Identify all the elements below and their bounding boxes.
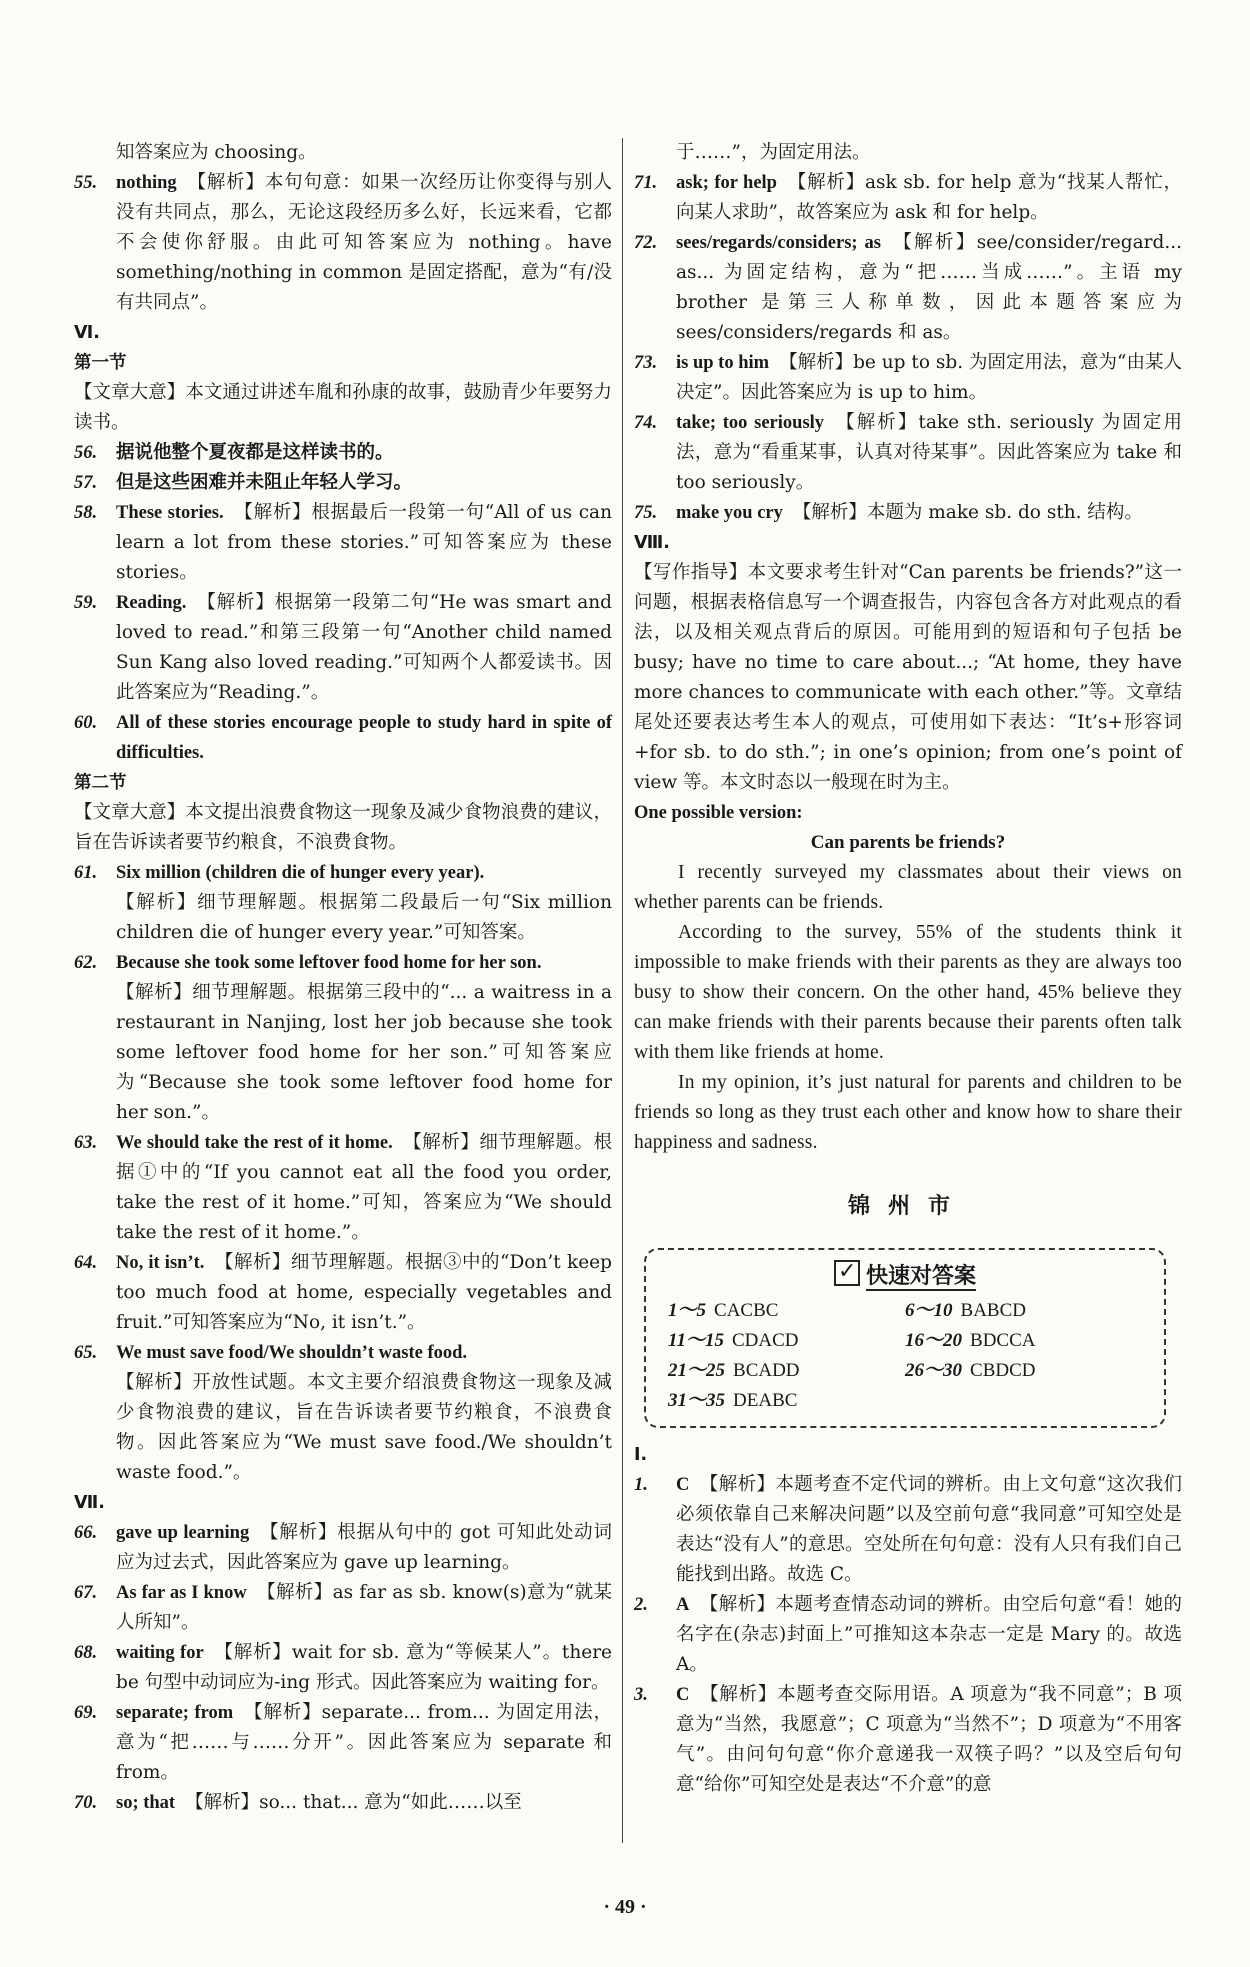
answer-key-box [644, 1248, 1166, 1428]
item-explanation: 【解析】be up to sb. 为固定用法，意为“由某人决定”。因此答案应为 is up to him。 [676, 352, 1182, 403]
item-number: 70. [74, 1793, 98, 1813]
item-number: 1. [634, 1475, 648, 1495]
answer-range: 16～20 [905, 1330, 963, 1351]
section-heading: Ⅷ. [634, 533, 670, 553]
item-answer: sees/regards/considers; as [676, 233, 881, 253]
answer-key-rows [668, 1296, 1142, 1416]
item-number: 68. [74, 1643, 98, 1663]
item-number: 65. [74, 1343, 98, 1363]
item-answer: Reading. [116, 593, 187, 613]
item-number: 3. [634, 1685, 648, 1705]
item-number: 55. [74, 173, 98, 193]
item-explanation: 【解析】本题考查不定代词的辨析。由上文句意“这次我们必须依靠自己来解决问题”以及空前句意“我同意”可知空处是表达“没有人”的意思。空处所在句句意：没有人只有我们自己能找到出路。故选 C。 [676, 1474, 1182, 1585]
item-explanation: 【解析】本题考查交际用语。A 项意为“我不同意”；B 项意为“当然，我愿意”；C 项意为“当然不”；D 项意为“不用客气”。由问句句意“你介意递我一双筷子吗？”以及空后句句意“给你”可知空处是表达“不介意”的意 [676, 1684, 1182, 1795]
item-answer: C [676, 1475, 690, 1495]
item-number: 63. [74, 1133, 98, 1153]
answer-key-row [668, 1356, 1142, 1386]
item-answer: 据说他整个夏夜都是这样读书的。 [116, 443, 394, 463]
answer-key-cell [668, 1326, 905, 1356]
item-explanation: 【解析】本句句意：如果一次经历让你变得与别人没有共同点，那么，无论这段经历多么好，长远来看，它都不会使你舒服。由此可知答案应为 nothing。have something/nothing in common 是固定搭配，意为“有/没有共同点”。 [116, 172, 612, 313]
item-answer: waiting for [116, 1643, 204, 1663]
paragraph: 【解析】开放性试题。本文主要介绍浪费食物这一现象及减少食物浪费的建议，旨在告诉读者要节约粮食，不浪费食物。因此答案应为“We must save food./We shouldn’t waste food.”。 [116, 1372, 612, 1483]
answer-key-row [668, 1326, 1142, 1356]
item-number: 58. [74, 503, 98, 523]
answer-item [74, 1128, 612, 1248]
answer-item [74, 168, 612, 318]
answer-item [74, 468, 612, 498]
item-number: 61. [74, 863, 98, 883]
item-answer: 但是这些困难并未阻止年轻人学习。 [116, 473, 413, 493]
answer-item [74, 438, 612, 468]
answer-item [634, 408, 1182, 498]
answer-range: 1～5 [668, 1300, 707, 1321]
answer-item [74, 948, 612, 978]
item-explanation: 【解析】细节理解题。根据①中的“If you cannot eat all the food you order, take the rest of it home.”可知，答案应为“We should take the rest of it home.”。 [116, 1132, 612, 1243]
answer-item [634, 1470, 1182, 1590]
answer-item [74, 1698, 612, 1788]
answer-item [74, 498, 612, 588]
essay-label: One possible version: [634, 803, 803, 823]
answer-item [634, 348, 1182, 408]
answer-item [74, 1518, 612, 1578]
answer-range: 21～25 [668, 1360, 726, 1381]
page-number: · 49 · [603, 1896, 647, 1918]
essay-title: Can parents be friends? [810, 832, 1006, 853]
paragraph: 【文章大意】本文通过讲述车胤和孙康的故事，鼓励青少年要努力读书。 [74, 382, 612, 433]
answer-item [634, 1590, 1182, 1680]
item-number: 73. [634, 353, 658, 373]
item-explanation: 【解析】根据从句中的 got 可知此处动词应为过去式，因此答案应为 gave up learning。 [116, 1522, 612, 1573]
right-top-section [634, 138, 1182, 798]
answer-item [74, 1788, 612, 1818]
answer-item [634, 168, 1182, 228]
paragraph: 【解析】细节理解题。根据第二段最后一句“Six million children die of hunger every year.”可知答案。 [116, 892, 612, 943]
item-answer: We must save food/We shouldn’t waste food. [116, 1343, 468, 1363]
answer-range: 11～15 [668, 1330, 724, 1351]
item-explanation: 【解析】as far as sb. know(s)意为“就某人所知”。 [116, 1582, 612, 1633]
city-heading: 锦州市 [847, 1194, 968, 1219]
answer-item [74, 708, 612, 768]
answer-range: 26～30 [905, 1360, 963, 1381]
item-answer: A [676, 1595, 690, 1615]
answer-key-cell [905, 1326, 1142, 1356]
item-answer: All of these stories encourage people to study hard in spite of difficulties. [116, 713, 612, 763]
item-explanation: 【解析】根据第一段第二句“He was smart and loved to read.”和第三段第一句“Another child named Sun Kang also loved reading.”可知两个人都爱读书。因此答案应为“Reading.”。 [116, 592, 612, 703]
answer-range: 31～35 [668, 1390, 726, 1411]
answer-key-row [668, 1386, 1142, 1416]
item-number: 72. [634, 233, 658, 253]
item-explanation: 【解析】细节理解题。根据③中的“Don’t keep too much food at home, especially vegetables and fruit.”可知答案应为“No, it isn’t.”。 [116, 1252, 612, 1333]
item-number: 71. [634, 173, 658, 193]
answer-key-cell [668, 1296, 905, 1326]
answer-key-cell [905, 1296, 1142, 1326]
answer-item [634, 498, 1182, 528]
item-explanation: 【解析】see/consider/regard... as... 为固定结构，意为“把……当成……”。主语 my brother 是第三人称单数，因此本题答案应为 sees/considers/regards 和 as。 [676, 232, 1182, 343]
answer-item [74, 1248, 612, 1338]
item-answer: nothing [116, 173, 177, 193]
item-number: 75. [634, 503, 658, 523]
answer-item [74, 1578, 612, 1638]
answer-letters: CBDCD [970, 1360, 1036, 1381]
answer-key-row [668, 1296, 1142, 1326]
right-bottom-section [634, 1440, 1182, 1800]
item-answer: is up to him [676, 353, 770, 373]
answer-letters: DEABC [733, 1390, 798, 1411]
item-explanation: 【解析】take sth. seriously 为固定用法，意为“看重某事，认真对待某事”。因此答案应为 take 和 too seriously。 [676, 412, 1182, 493]
item-explanation: 【解析】ask sb. for help 意为“找某人帮忙，向某人求助”，故答案应为 ask 和 for help。 [676, 172, 1182, 223]
item-number: 67. [74, 1583, 98, 1603]
answer-item [74, 1338, 612, 1368]
paragraph: 【文章大意】本文提出浪费食物这一现象及减少食物浪费的建议，旨在告诉读者要节约粮食，不浪费食物。 [74, 802, 612, 853]
item-explanation: 【解析】wait for sb. 意为“等候某人”。there be 句型中动词应为-ing 形式。因此答案应为 waiting for。 [116, 1642, 612, 1693]
subsection-heading: 第二节 [74, 773, 127, 793]
answer-item [634, 1680, 1182, 1800]
paragraph: 【写作指导】本文要求考生针对“Can parents be friends?”这一问题，根据表格信息写一个调查报告，内容包含各方对此观点的看法，以及相关观点背后的原因。可能用到的短语和句子包括 be busy; have no time to care about...; “At home, they have more chances to communicate with each other.”等。文章结尾处还要表达考生本人的观点，可使用如下表达：“It’s+形容词+for sb. to do sth.”; in one’s opinion; from one’s point of view 等。本文时态以一般现在时为主。 [634, 562, 1182, 793]
item-answer: As far as I know [116, 1583, 247, 1603]
section-heading: Ⅰ. [634, 1445, 648, 1465]
item-answer: so; that [116, 1793, 176, 1813]
answer-letters: CDACD [731, 1330, 799, 1351]
essay-body [634, 858, 1182, 1158]
paragraph: 【解析】细节理解题。根据第三段中的“... a waitress in a restaurant in Nanjing, lost her job because she took some leftover food home for her son.”可知答案应为“Because she took some leftover food home for her son.”。 [116, 982, 612, 1123]
checkbox-icon [834, 1260, 860, 1286]
item-answer: We should take the rest of it home. [116, 1133, 393, 1153]
item-explanation: 【解析】so... that... 意为“如此……以至 [185, 1792, 522, 1813]
answer-item [634, 228, 1182, 348]
answer-item [74, 858, 612, 888]
item-answer: C [676, 1685, 690, 1705]
answer-range: 6～10 [905, 1300, 953, 1321]
section-heading: Ⅶ. [74, 1493, 105, 1513]
right-column [634, 138, 1182, 1800]
item-answer: separate; from [116, 1703, 234, 1723]
item-answer: take; too seriously [676, 413, 825, 433]
paragraph: 于……”，为固定用法。 [676, 142, 871, 163]
item-number: 62. [74, 953, 98, 973]
item-answer: ask; for help [676, 173, 777, 193]
answer-letters: BABCD [960, 1300, 1026, 1321]
item-number: 59. [74, 593, 98, 613]
item-answer: Six million (children die of hunger every year). [116, 863, 485, 883]
item-explanation: 【解析】本题为 make sb. do sth. 结构。 [792, 502, 1143, 523]
item-answer: These stories. [116, 503, 224, 523]
answer-item [74, 1638, 612, 1698]
item-answer: gave up learning [116, 1523, 250, 1543]
essay-paragraph: In my opinion, it’s just natural for parents and children to be friends so long as they trust each other and know how to share their happiness and sadness. [634, 1072, 1182, 1153]
item-number: 2. [634, 1595, 648, 1615]
answer-item [74, 588, 612, 708]
essay-paragraph: I recently surveyed my classmates about their views on whether parents can be friends. [634, 862, 1182, 913]
paragraph: 知答案应为 choosing。 [116, 142, 317, 163]
item-answer: No, it isn’t. [116, 1253, 205, 1273]
answer-key-cell [668, 1386, 905, 1416]
item-answer: make you cry [676, 503, 783, 523]
item-explanation: 【解析】本题考查情态动词的辨析。由空后句意“看！她的名字在(杂志)封面上”可推知这本杂志一定是 Mary 的。故选 A。 [676, 1594, 1182, 1675]
item-number: 57. [74, 473, 98, 493]
answer-key-title: ✓快速对答案 [668, 1258, 1142, 1296]
item-number: 60. [74, 713, 98, 733]
item-number: 56. [74, 443, 98, 463]
item-number: 69. [74, 1703, 98, 1723]
item-number: 74. [634, 413, 658, 433]
answer-letters: BCADD [733, 1360, 800, 1381]
answer-key-cell [668, 1356, 905, 1386]
essay-paragraph: According to the survey, 55% of the students think it impossible to make friends with their parents as they are always too busy to show their concern. On the other hand, 45% believe they can make friends with their parents because their parents often talk with them like friends at home. [634, 922, 1182, 1063]
item-explanation: 【解析】根据最后一段第一句“All of us can learn a lot from these stories.”可知答案应为 these stories。 [116, 502, 613, 583]
section-heading: Ⅵ. [74, 323, 100, 343]
answer-letters: BDCCA [970, 1330, 1036, 1351]
item-explanation: 【解析】separate... from... 为固定用法，意为“把……与……分开”。因此答案应为 separate 和 from。 [116, 1702, 612, 1783]
answer-key-cell [905, 1356, 1142, 1386]
subsection-heading: 第一节 [74, 353, 127, 373]
item-number: 66. [74, 1523, 98, 1543]
left-column [74, 138, 612, 1818]
item-answer: Because she took some leftover food home for her son. [116, 953, 542, 973]
column-divider [622, 138, 623, 1843]
answer-letters: CACBC [714, 1300, 779, 1321]
item-number: 64. [74, 1253, 98, 1273]
